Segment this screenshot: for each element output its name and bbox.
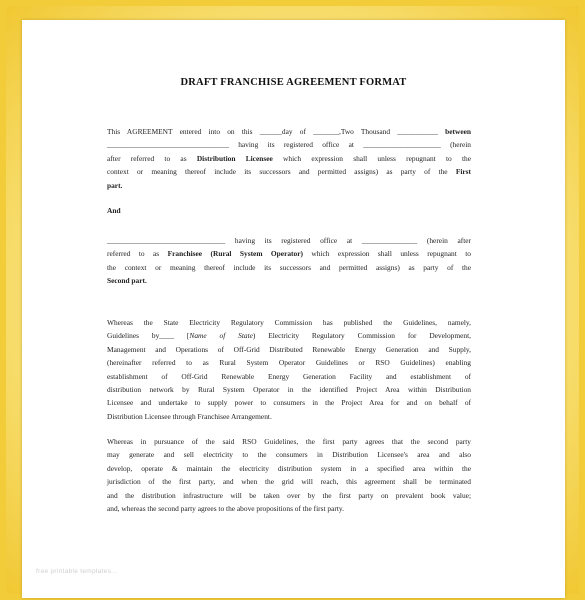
text-line: distribution network by Rural System Operator in the identified Project Area within Distribution [107, 385, 471, 395]
paragraph-whereas-rso [107, 435, 471, 515]
text-line: and the distribution infrastructure will be taken over by the first party on prevalent book value; [107, 490, 471, 500]
text-line: and, whereas the second party agrees to the above propositions of the first party. [107, 504, 344, 514]
text-line: may generate and sell electricity to the consumers in Distribution Licensee's area and also [107, 450, 471, 460]
text-span: context or meaning thereof include its successors and permitted assigns) as party of the [107, 167, 456, 177]
text-line: (hereinafter referred to as Rural System Operator Guidelines or RSO Guidelines) enabling [107, 358, 471, 368]
text-span: This AGREEMENT entered into on this ______day of _______,Two Thousand ___________ [107, 127, 446, 136]
text-span: ) Electricity Regulatory Commission for Development, [252, 331, 471, 341]
text-line: ________________________________ having its registered office at _______________ (herein after [107, 236, 471, 245]
text-line [107, 247, 471, 260]
document-title: DRAFT FRANCHISE AGREEMENT FORMAT [180, 77, 407, 88]
text-line: Distribution Licensee through Franchisee Arrangement. [107, 411, 272, 421]
text-line: develop, operate & maintain the electricity distribution system in a specified area within the [107, 463, 471, 473]
text-line [107, 152, 471, 165]
document-page [22, 20, 565, 598]
watermark: free printable templates... [36, 568, 118, 575]
text-line: Whereas in pursuance of the said RSO Guidelines, the first party agrees that the second party [107, 437, 471, 446]
text-line: Management and Operations of Off-Grid Distributed Renewable Energy Generation and Supply, [107, 344, 471, 354]
text-span: Guidelines by____ [ [107, 331, 190, 341]
text-span: which expression shall unless repugnant to the [272, 153, 471, 163]
text-line: Second part. [107, 276, 147, 286]
text-span: which expression shall unless repugnant to [302, 249, 471, 259]
text-span: referred to as [107, 249, 168, 259]
text-line: Licensee and undertake to supply power to consumers in the Project Area for and on behalf of [107, 398, 471, 408]
bold-text: Distribution Licensee [196, 153, 273, 163]
text-line [107, 165, 471, 178]
bold-text: First [455, 167, 471, 177]
paragraph-whereas-commission [107, 316, 471, 423]
paragraph-parties-first [107, 125, 471, 192]
text-line: Whereas the State Electricity Regulatory Commission has published the Guidelines, namely, [107, 318, 471, 327]
bold-text: Franchisee (Rural System Operator) [167, 249, 303, 259]
text-line [107, 329, 471, 342]
text-line: jurisdiction of the first party, and when the grid will reach, this agreement shall be terminated [107, 477, 471, 487]
text-line: the context or meaning thereof include its successors and permitted assigns) as party of the [107, 262, 471, 272]
bold-text: between [445, 127, 471, 136]
paragraph-parties-second [107, 234, 471, 288]
text-line: _________________________________ having its registered office at _____________________ (herein [107, 140, 471, 150]
italic-text: Name of State [189, 331, 253, 341]
text-line: part. [107, 180, 123, 190]
text-line [107, 125, 471, 138]
text-span: after referred to as [107, 153, 197, 163]
and-heading: And [107, 206, 121, 215]
text-line: establishment of Off-Grid Renewable Energy Generation Facility and establishment of [107, 371, 471, 381]
